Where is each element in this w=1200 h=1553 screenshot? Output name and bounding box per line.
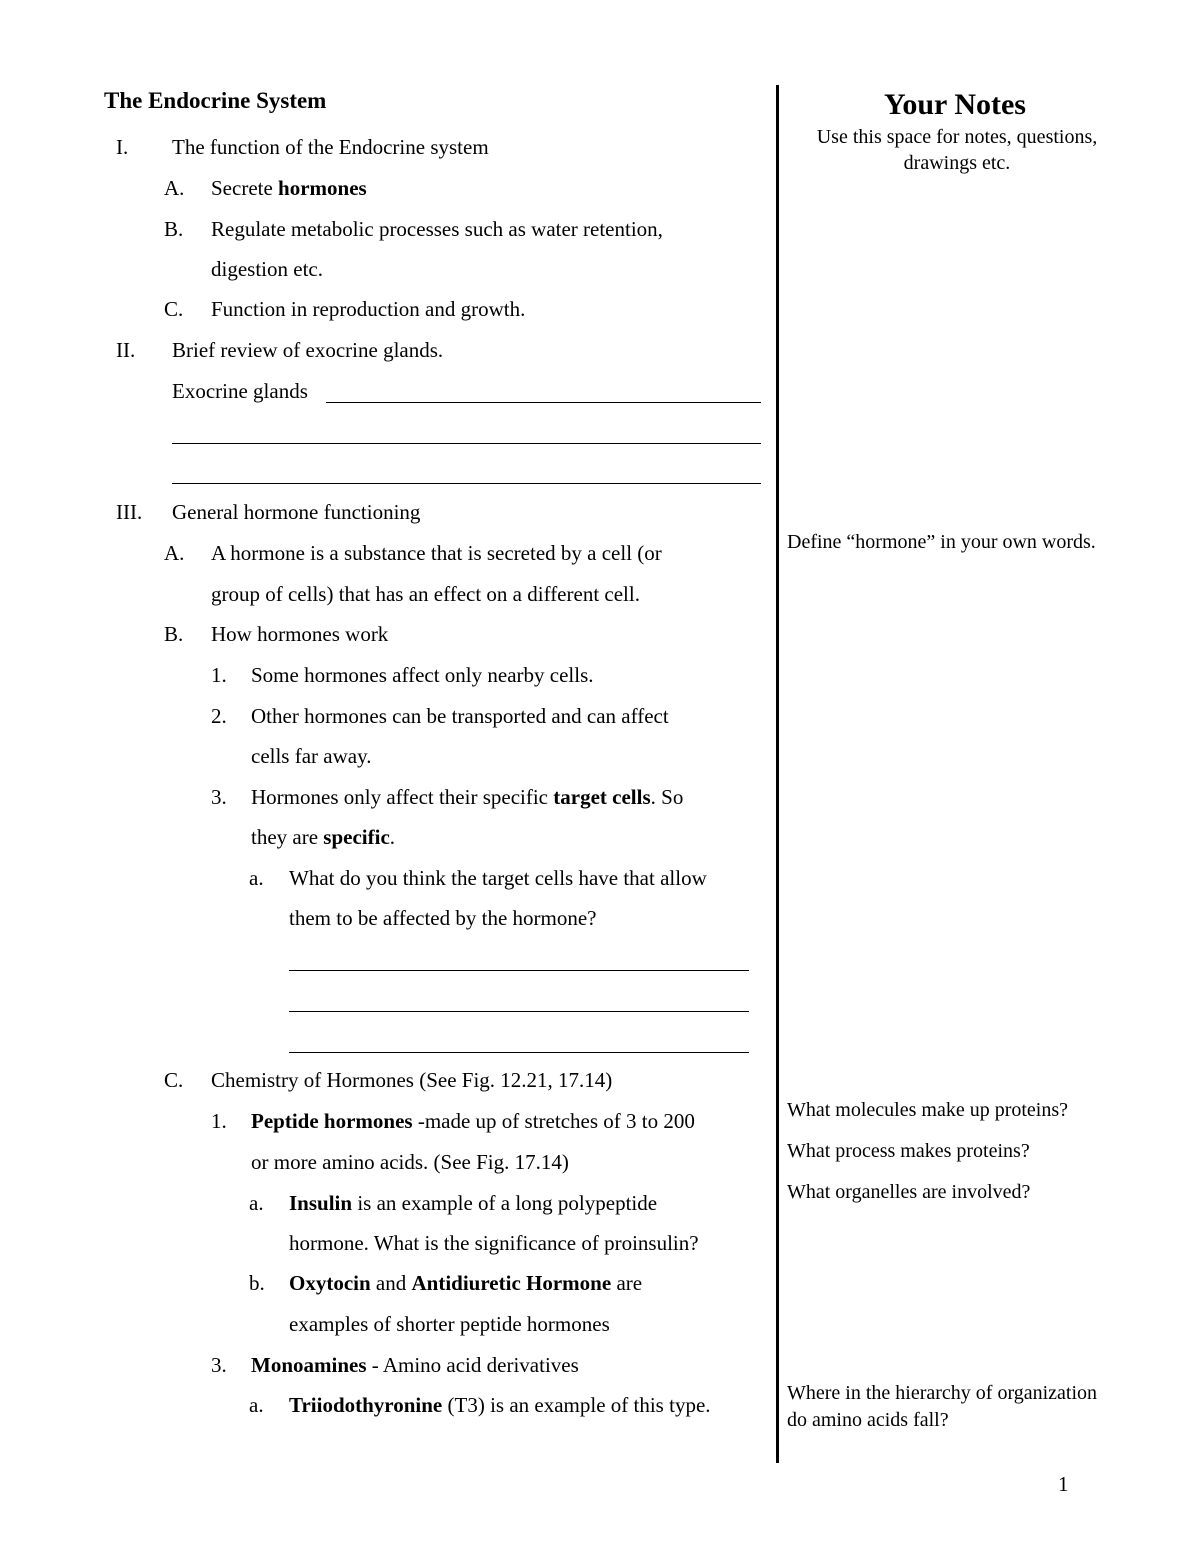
s3-c1b-label: b.: [249, 1271, 265, 1295]
s1-c-text: Function in reproduction and growth.: [211, 297, 526, 321]
notes-divider: [776, 85, 779, 1463]
s3-c3a-label: a.: [249, 1393, 264, 1417]
s3-b-heading: How hormones work: [211, 622, 389, 646]
s3-c1-line2: or more amino acids. (See Fig. 17.14): [251, 1150, 569, 1174]
s3-a-line2: group of cells) that has an effect on a different cell.: [211, 582, 640, 606]
s3-c1b-line2: examples of shorter peptide hormones: [289, 1312, 610, 1336]
s3-b-label: B.: [164, 622, 184, 646]
s1-a-pre: Secrete: [211, 176, 279, 200]
section-1-number: I.: [116, 135, 129, 159]
section-2-heading: Brief review of exocrine glands.: [172, 338, 444, 362]
s1-b-label: B.: [164, 217, 184, 241]
s3-c1a-line2: hormone. What is the significance of proinsulin?: [289, 1231, 699, 1255]
section-3-heading: General hormone functioning: [172, 500, 421, 524]
s3-b3-line2: [251, 825, 395, 849]
s3-c3-label: 3.: [211, 1353, 227, 1377]
s3-c3-post: - Amino acid derivatives: [366, 1353, 579, 1377]
s3-c1b-bold1: Oxytocin: [289, 1271, 371, 1295]
note-hierarchy: Where in the hierarchy of organization do amino acids fall?: [787, 1382, 1098, 1431]
s3-c1a-label: a.: [249, 1191, 264, 1215]
s3-c1b-mid: and: [370, 1271, 412, 1295]
s3-b1-label: 1.: [211, 663, 227, 687]
section-2-number: II.: [116, 338, 136, 362]
exocrine-prompt: Exocrine glands: [172, 379, 308, 403]
s3-c1a-bold: Insulin: [289, 1191, 353, 1215]
s3-c1-post: -made up of stretches of 3 to 200: [412, 1109, 695, 1133]
answer-line[interactable]: [289, 1011, 749, 1012]
s3-c1a-post: is an example of a long polypeptide: [352, 1191, 658, 1215]
answer-line[interactable]: [326, 402, 761, 403]
s3-b3-line1: [251, 785, 683, 809]
s1-a-label: A.: [164, 176, 185, 200]
answer-line[interactable]: [172, 443, 761, 444]
s3-b2-line2: cells far away.: [251, 744, 372, 768]
s3-a-label: A.: [164, 541, 185, 565]
s1-b-line1: Regulate metabolic processes such as water retention,: [211, 217, 663, 241]
s3-c3a-text: [289, 1393, 711, 1417]
page-number: 1: [1058, 1472, 1069, 1496]
s1-c-label: C.: [164, 297, 184, 321]
s3-b3-post: . So: [650, 785, 684, 809]
s3-c1-line1: [251, 1109, 695, 1133]
s3-c1-label: 1.: [211, 1109, 227, 1133]
s3-c-label: C.: [164, 1068, 184, 1092]
s3-b3a-label: a.: [249, 866, 264, 890]
answer-line[interactable]: [289, 970, 749, 971]
s3-c3-bold: Monoamines: [251, 1353, 367, 1377]
s1-a-bold: hormones: [278, 176, 367, 200]
note-molecules: What molecules make up proteins?: [787, 1099, 1069, 1121]
s3-c3a-post: (T3) is an example of this type.: [442, 1393, 711, 1417]
s3-b3a-line2: them to be affected by the hormone?: [289, 906, 597, 930]
s3-b3-bold: target cells: [553, 785, 651, 809]
note-organelles: What organelles are involved?: [787, 1181, 1031, 1203]
s3-c1b-bold2: Antidiuretic Hormone: [411, 1271, 612, 1295]
s1-a-text: [211, 176, 367, 200]
s3-a-line1: A hormone is a substance that is secreted by a cell (or: [211, 541, 662, 565]
note-define-hormone: Define “hormone” in your own words.: [787, 531, 1096, 553]
notes-title: Your Notes: [884, 88, 1026, 121]
s3-c1b-post: are: [611, 1271, 643, 1295]
s3-b3-pre: Hormones only affect their specific: [251, 785, 554, 809]
s3-c1a-line1: [289, 1191, 657, 1215]
s3-b3-line2-bold: specific: [323, 825, 390, 849]
s3-c1b-line1: [289, 1271, 642, 1295]
section-3-number: III.: [116, 500, 143, 524]
s3-c1-bold: Peptide hormones: [251, 1109, 413, 1133]
s3-c3a-bold: Triiodothyronine: [289, 1393, 443, 1417]
s3-b3-line2-pre: they are: [251, 825, 324, 849]
s3-c3-text: [251, 1353, 579, 1377]
s3-b3-line2-post: .: [389, 825, 396, 849]
note-process: What process makes proteins?: [787, 1140, 1030, 1162]
answer-line[interactable]: [289, 1052, 749, 1053]
document-title: The Endocrine System: [104, 88, 327, 113]
s3-b3a-line1: What do you think the target cells have that allow: [289, 866, 707, 890]
s3-c-heading: Chemistry of Hormones (See Fig. 12.21, 17.14): [211, 1068, 613, 1092]
s3-b2-line1: Other hormones can be transported and can affect: [251, 704, 669, 728]
section-1-heading: The function of the Endocrine system: [172, 135, 489, 159]
answer-line[interactable]: [172, 483, 761, 484]
s1-b-line2: digestion etc.: [211, 257, 323, 281]
s3-b3-label: 3.: [211, 785, 227, 809]
s3-b2-label: 2.: [211, 704, 227, 728]
s3-b1-text: Some hormones affect only nearby cells.: [251, 663, 594, 687]
notes-subtitle: Use this space for notes, questions, drawings etc.: [816, 126, 1098, 174]
